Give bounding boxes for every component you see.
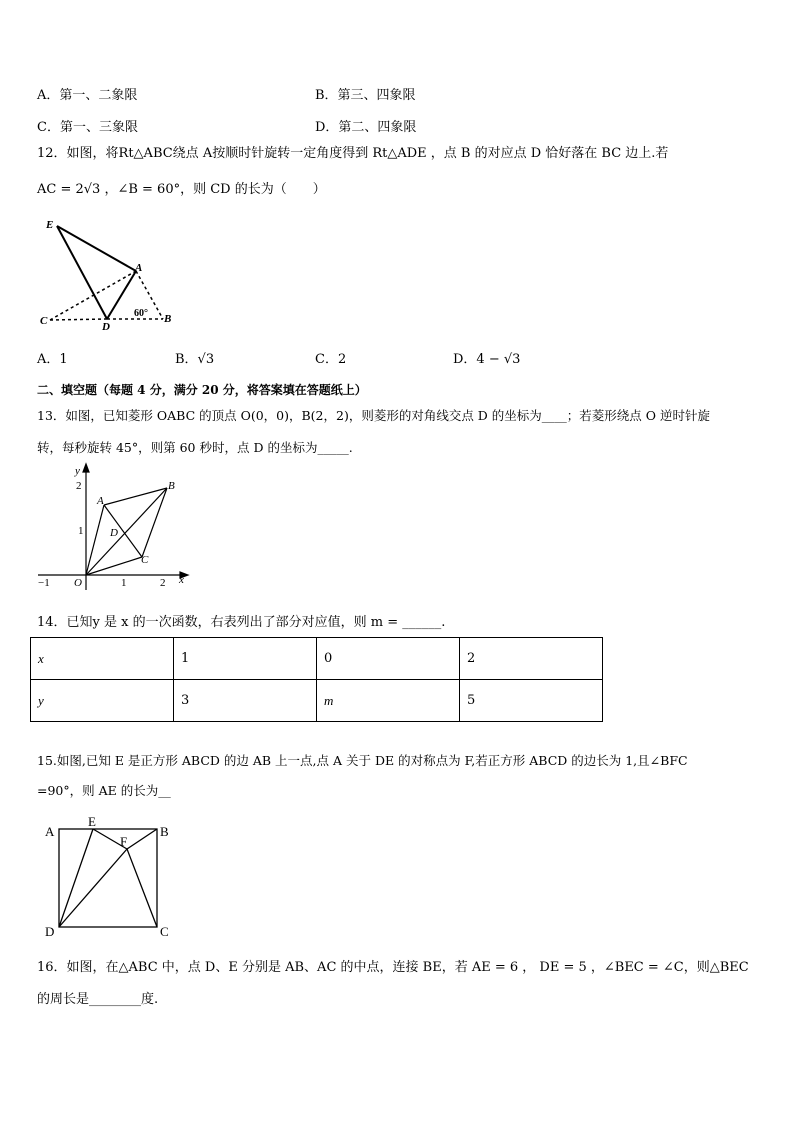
table-cell: 3 <box>174 680 317 722</box>
section-heading: 二、填空题（每题 4 分，满分 20 分，将答案填在答题纸上） <box>37 383 367 397</box>
square-abcd <box>59 829 157 927</box>
q12-figure <box>36 214 186 334</box>
value-table <box>30 637 603 722</box>
edge-ca <box>50 271 136 320</box>
table-cell: 2 <box>460 638 603 680</box>
segment-fc <box>127 849 157 927</box>
label-d: D <box>102 321 110 333</box>
question-12-line2: AC = 2√3 ，∠B = 60°，则 CD 的长为（ ） <box>37 182 326 197</box>
label-b: B <box>164 313 172 325</box>
table-cell: 0 <box>317 638 460 680</box>
edge-bc <box>142 488 167 557</box>
tick-x-neg1: −1 <box>38 577 50 589</box>
tick-x-1: 1 <box>121 577 127 589</box>
tick-x-2: 2 <box>160 577 166 589</box>
question-15-line2: =90°，则 AE 的长为__ <box>37 783 171 798</box>
option-a: A．第一、二象限 <box>37 88 138 103</box>
tick-y-1: 1 <box>78 525 84 537</box>
table-cell: 1 <box>174 638 317 680</box>
label-a: A <box>45 824 55 839</box>
q15-figure <box>42 814 182 940</box>
y-arrow <box>83 464 89 472</box>
edge-da <box>107 271 136 319</box>
tick-y-2: 2 <box>76 480 82 492</box>
label-e: E <box>46 219 54 231</box>
label-d: D <box>45 924 55 939</box>
label-y: y <box>75 465 80 477</box>
option-c: C．第一、三象限 <box>37 120 138 135</box>
question-16-line1: 16．如图，在△ABC 中，点 D、E 分别是 AB、AC 的中点，连接 BE，若 AE = 6 ， DE = 5 ，∠BEC = ∠C，则△BEC <box>37 960 749 975</box>
q12-option-d: D．4 − √3 <box>453 352 521 367</box>
label-f: F <box>120 834 128 849</box>
label-a: A <box>135 262 143 274</box>
segment-df <box>59 849 127 927</box>
label-x: x <box>179 574 184 586</box>
label-b: B <box>160 824 169 839</box>
table-cell: x <box>31 638 174 680</box>
table-row <box>31 638 603 680</box>
table-cell: 5 <box>460 680 603 722</box>
question-16-line2: 的周长是________度. <box>37 992 159 1007</box>
table-cell: m <box>317 680 460 722</box>
label-c: C <box>40 315 48 327</box>
q13-figure <box>34 462 194 594</box>
label-c: C <box>160 924 169 939</box>
edge-ab <box>104 488 167 505</box>
label-d: D <box>110 527 118 539</box>
q12-option-b: B．√3 <box>175 352 215 367</box>
question-13-line2: 转，每秒旋转 45°，则第 60 秒时，点 D 的坐标为_____. <box>37 440 353 455</box>
label-a: A <box>97 495 104 507</box>
option-b: B．第三、四象限 <box>315 88 416 103</box>
segment-de <box>59 829 93 927</box>
question-13-line1: 13．如图，已知菱形 OABC 的顶点 O(0，0)，B(2，2)，则菱形的对角线交点 D 的坐标为____；若菱形绕点 O 逆时针旋 <box>37 408 710 423</box>
question-15-line1: 15.如图,已知 E 是正方形 ABCD 的边 AB 上一点,点 A 关于 DE 的对称点为 F,若正方形 ABCD 的边长为 1,且∠BFC <box>37 753 688 768</box>
edge-cd <box>50 319 107 320</box>
segment-bf <box>127 829 157 849</box>
question-14: 14．已知y 是 x 的一次函数，右表列出了部分对应值，则 m = ______. <box>37 615 446 630</box>
question-12-line1: 12．如图，将Rt△ABC绕点 A按顺时针旋转一定角度得到 Rt△ADE ，点 B 的对应点 D 恰好落在 BC 边上.若 <box>37 146 669 161</box>
label-c: C <box>141 554 149 566</box>
label-b: B <box>168 480 175 492</box>
table-row <box>31 680 603 722</box>
q12-option-a: A．1 <box>37 352 68 367</box>
label-o: O <box>74 577 82 589</box>
option-d: D．第二、四象限 <box>315 120 417 135</box>
label-angle: 60° <box>134 308 148 319</box>
label-e: E <box>88 814 96 829</box>
table-cell: y <box>31 680 174 722</box>
q12-option-c: C．2 <box>315 352 347 367</box>
